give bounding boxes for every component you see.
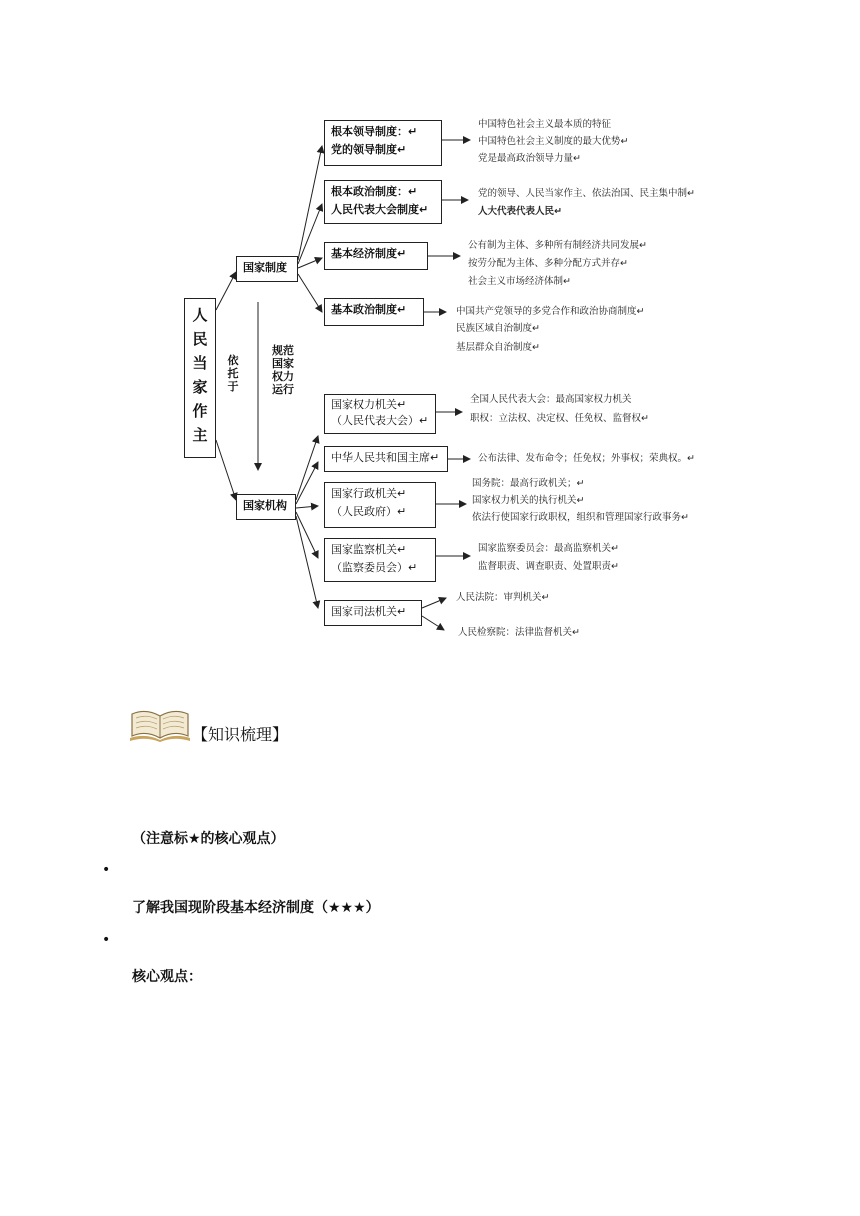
organ-note-4-0: 人民法院：审判机关↵	[456, 592, 550, 603]
bullet-text-1: 了解我国现阶段基本经济制度（★★★）	[132, 900, 380, 916]
note-1-0: 党的领导、人民当家作主、依法治国、民主集中制↵	[478, 188, 695, 199]
note-0-2: 党是最高政治领导力量↵	[478, 153, 581, 164]
organ-note-1-0: 公布法律、发布命令；任免权；外事权；荣典权。↵	[478, 453, 695, 464]
fundamental-political-box: 根本政治制度：↵ 人民代表大会制度↵	[324, 180, 442, 224]
bullet-text-2: 核心观点：	[132, 969, 202, 985]
president-box: 中华人民共和国主席↵	[324, 446, 448, 472]
bullet-symbol-1: •	[102, 862, 111, 878]
rely-label: 依托于	[227, 354, 239, 393]
note-3-2: 基层群众自治制度↵	[456, 342, 540, 353]
organ-note-2-0: 国务院：最高行政机关；↵	[472, 478, 585, 489]
administrative-organ-box: 国家行政机关↵ （人民政府）↵	[324, 482, 436, 528]
basic-economic-box: 基本经济制度↵	[324, 242, 428, 270]
organ-note-2-2: 依法行使国家行政职权，组织和管理国家行政事务↵	[472, 512, 689, 523]
organ-note-3-1: 监督职责、调查职责、处置职责↵	[478, 561, 619, 572]
note-2-0: 公有制为主体、多种所有制经济共同发展↵	[468, 240, 647, 251]
power-organ-box: 国家权力机关↵ （人民代表大会）↵	[324, 394, 436, 434]
state-organs-box: 国家机构	[236, 494, 296, 520]
supervisory-organ-box: 国家监察机关↵ （监察委员会）↵	[324, 538, 436, 582]
organ-note-4-1: 人民检察院：法律监督机关↵	[458, 627, 580, 638]
open-book-icon	[130, 706, 190, 742]
basic-political-box: 基本政治制度↵	[324, 298, 424, 326]
note-0-1: 中国特色社会主义制度的最大优势↵	[478, 136, 629, 147]
organ-note-0-1: 职权：立法权、决定权、任免权、监督权↵	[470, 413, 649, 424]
state-system-box: 国家制度	[236, 256, 298, 282]
root-box	[184, 298, 216, 458]
bullet-symbol-2: •	[102, 932, 111, 948]
note-1-1: 人大代表代表人民↵	[478, 206, 562, 217]
note-3-1: 民族区域自治制度↵	[456, 323, 540, 334]
root-label: 人民当家作主	[192, 306, 208, 444]
organ-note-0-0: 全国人民代表大会：最高国家权力机关	[470, 394, 632, 405]
regulate-label: 规范 国家 权力 运行	[272, 344, 294, 396]
note-2-1: 按劳分配为主体、多种分配方式并存↵	[468, 258, 628, 269]
note-2-2: 社会主义市场经济体制↵	[468, 276, 571, 287]
note-3-0: 中国共产党领导的多党合作和政治协商制度↵	[456, 306, 645, 317]
note-0-0: 中国特色社会主义最本质的特征	[478, 119, 612, 130]
fundamental-leadership-box: 根本领导制度：↵ 党的领导制度↵	[324, 120, 442, 166]
section-title: 【知识梳理】	[192, 725, 289, 744]
organ-note-2-1: 国家权力机关的执行机关↵	[472, 495, 585, 506]
note-line: （注意标★的核心观点）	[132, 831, 285, 847]
organ-note-3-0: 国家监察委员会：最高监察机关↵	[478, 543, 619, 554]
judicial-organ-box: 国家司法机关↵	[324, 600, 422, 626]
